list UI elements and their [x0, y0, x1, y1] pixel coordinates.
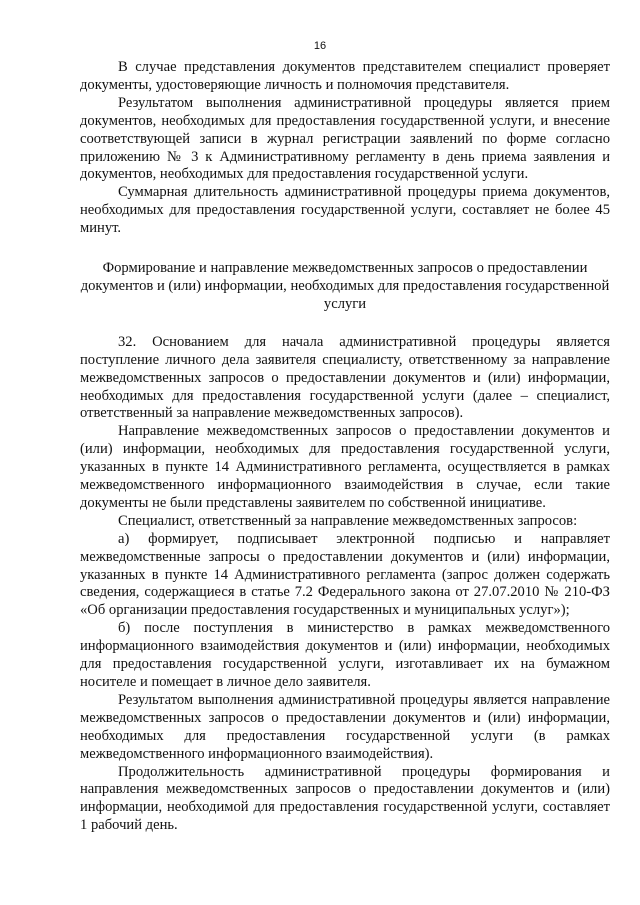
- paragraph-requests-result: Результатом выполнения административной процедуры является направление межведомственных запросов о предоставлении документов и (или) информации, необходимых для предоставления государственной услуги (в рамках межведомственного информационного взаимодействия).: [80, 691, 610, 762]
- paragraph-subitem-b: б) после поступления в министерство в рамках межведомственного информационного взаимодействия документов и (или) информации, необходимых для предоставления государственной услуги, изготавливает их на бумажном носителе и помещает в личное дело заявителя.: [80, 620, 610, 690]
- paragraph-item-32: 32. Основанием для начала административной процедуры является поступление личного дела заявителя специалисту, ответственному за направление межведомственных запросов о предоставлении документов и (или) информации, необходимых для предоставления государственной услуги (далее – специалист, ответственный за направление межведомственных запросов).: [80, 333, 610, 422]
- paragraph-specialist-duties: Специалист, ответственный за направление межведомственных запросов:: [118, 512, 578, 529]
- paragraph-reception-result: Результатом выполнения административной процедуры является прием документов, необходимых для предоставления государственной услуги, и внесение соответствующей записи в журнал регистрации заявлений по форме согласно приложению № 3 к Административному регламенту в день приема заявления и документов, необходимых для предоставления государственной услуги.: [80, 94, 610, 183]
- paragraph-subitem-a: а) формирует, подписывает электронной подписью и направляет межведомственные запросы о предоставлении документов и (или) информации, указанных в пункте 14 Административного регламента (запрос должен содержать сведения, содержащиеся в статье 7.2 Федерального закона от 27.07.2010 № 210-ФЗ «Об организации предоставления государственных и муниципальных услуг»);: [80, 530, 610, 619]
- paragraph-representative-check: В случае представления документов представителем специалист проверяет документы, удостоверяющие личность и полномочия представителя.: [80, 59, 610, 93]
- paragraph-reception-duration: Суммарная длительность административной процедуры приема документов, необходимых для предоставления государственной услуги, составляет не более 45 минут.: [80, 184, 610, 237]
- paragraph-requests-direction: Направление межведомственных запросов о предоставлении документов и (или) информации, необходимых для предоставления государственной услуги, указанных в пункте 14 Административного регламента, осуществляется в рамках межведомственного информационного взаимодействия в случае, если такие документы не были представлены заявителем по собственной инициативе.: [80, 423, 610, 511]
- section-heading: Формирование и направление межведомственных запросов о предоставлении документов и (или) информации, необходимых для предоставления государственной услуги: [80, 260, 610, 312]
- document-body: [80, 59, 610, 835]
- page-number: 16: [313, 40, 327, 52]
- paragraph-requests-duration: Продолжительность административной процедуры формирования и направления межведомственных запросов о предоставлении документов и (или) информации, необходимой для предоставления государственной услуги, составляет 1 рабочий день.: [80, 763, 610, 834]
